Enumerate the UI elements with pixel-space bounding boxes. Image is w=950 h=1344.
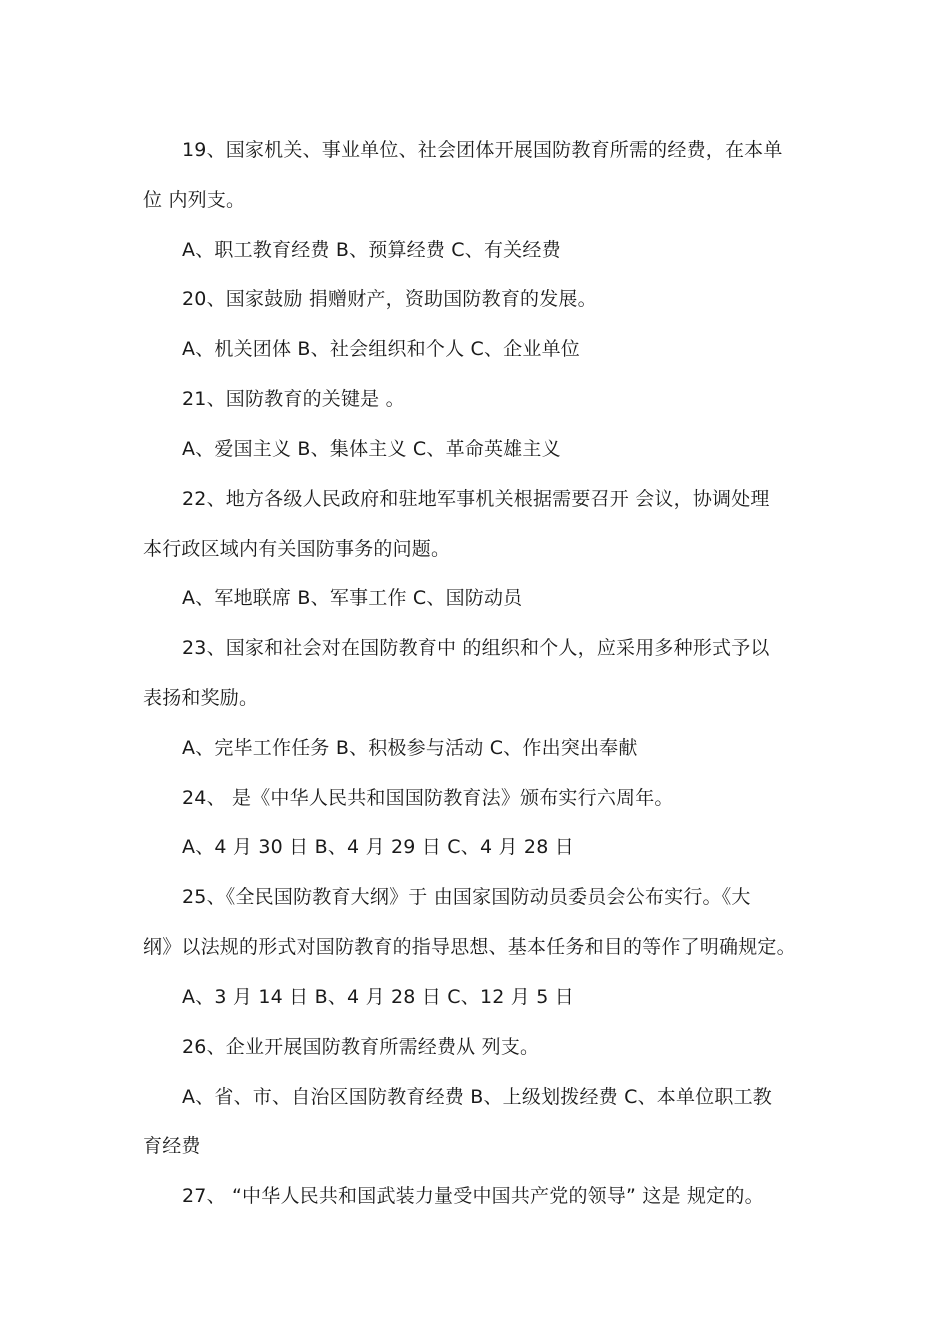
question-24: 24、 是《中华人民共和国国防教育法》颁布实行六周年。 [182,787,674,809]
question-20: 20、国家鼓励 捐赠财产，资助国防教育的发展。 [182,288,597,310]
question-23-options: A、完毕工作任务 B、积极参与活动 C、作出突出奉献 [182,737,638,759]
question-26-options-line-1: A、省、市、自治区国防教育经费 B、上级划拨经费 C、本单位职工教 [182,1086,772,1108]
question-22-line-1: 22、地方各级人民政府和驻地军事机关根据需要召开 会议，协调处理 [182,488,770,510]
question-25-line-1: 25、《全民国防教育大纲》于 由国家国防动员委员会公布实行。《大 [182,886,751,908]
question-19-line-1: 19、国家机关、事业单位、社会团体开展国防教育所需的经费，在本单 [182,139,783,161]
question-26: 26、企业开展国防教育所需经费从 列支。 [182,1036,540,1058]
question-23-line-1: 23、国家和社会对在国防教育中 的组织和个人，应采用多种形式予以 [182,637,770,659]
question-25-line-2: 纲》以法规的形式对国防教育的指导思想、基本任务和目的等作了明确规定。 [143,936,796,958]
question-22-options: A、军地联席 B、军事工作 C、国防动员 [182,587,523,609]
question-21-options: A、爱国主义 B、集体主义 C、革命英雄主义 [182,438,561,460]
question-25-options: A、3 月 14 日 B、4 月 28 日 C、12 月 5 日 [182,986,574,1008]
question-19-options: A、职工教育经费 B、预算经费 C、有关经费 [182,239,561,261]
question-21: 21、国防教育的关键是 。 [182,388,405,410]
question-24-options: A、4 月 30 日 B、4 月 29 日 C、4 月 28 日 [182,836,574,858]
question-20-options: A、机关团体 B、社会组织和个人 C、企业单位 [182,338,580,360]
question-19-line-2: 位 内列支。 [143,189,246,211]
question-27: 27、 “中华人民共和国武装力量受中国共产党的领导” 这是 规定的。 [182,1185,764,1207]
question-26-options-line-2: 育经费 [143,1135,201,1157]
question-23-line-2: 表扬和奖励。 [143,687,259,709]
question-22-line-2: 本行政区域内有关国防事务的问题。 [143,538,451,560]
